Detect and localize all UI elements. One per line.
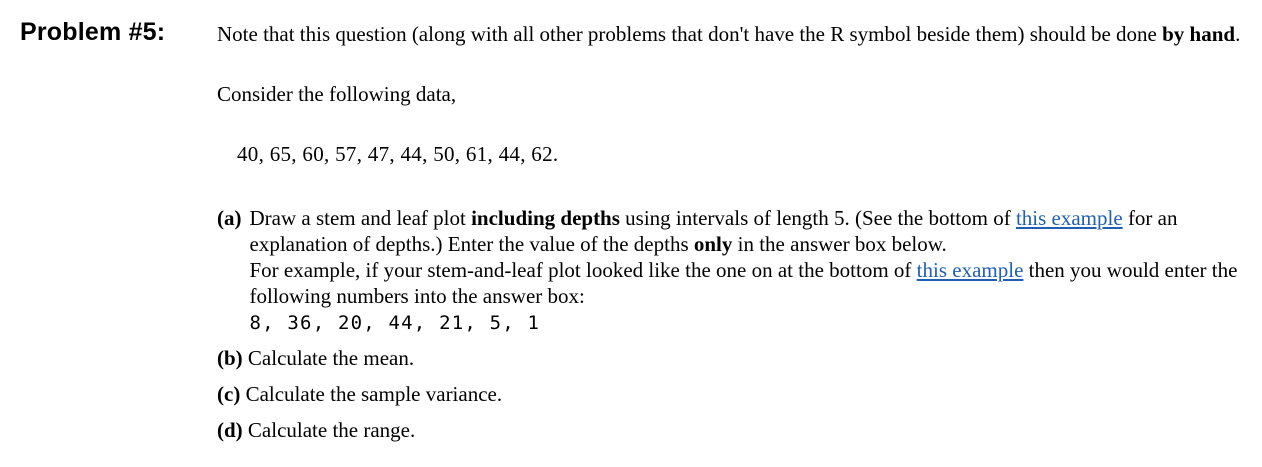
part-c-label: (c) <box>217 382 241 406</box>
part-a-text-3: for an explanation of depths.) Enter the value of the depths <box>249 206 1178 256</box>
part-d <box>217 417 1252 443</box>
consider-text: Consider the following data, <box>217 82 457 106</box>
part-d-label: (d) <box>217 418 243 442</box>
part-a-instructions <box>250 205 1253 257</box>
part-a-bold-1: including depths <box>471 206 620 230</box>
this-example-link-2[interactable]: this example <box>916 258 1024 282</box>
part-a-text-4: in the answer box below. <box>732 232 947 256</box>
this-example-link-1[interactable]: this example <box>1015 206 1123 230</box>
example-depth-numbers: 8, 36, 20, 44, 21, 5, 1 <box>249 312 541 334</box>
problem-content <box>217 21 1252 443</box>
part-a-text-1: Draw a stem and leaf plot <box>249 206 472 230</box>
part-d-text: Calculate the range. <box>247 418 416 442</box>
intro-period: . <box>1235 22 1241 46</box>
data-values: 40, 65, 60, 57, 47, 44, 50, 61, 44, 62. <box>237 142 559 166</box>
part-a-label: (a) <box>217 206 242 230</box>
intro-text: Note that this question (along with all other problems that don't have the R symbol beside them) should be done <box>217 22 1163 46</box>
part-b <box>217 345 1252 371</box>
part-a <box>217 205 1252 337</box>
part-a-text-2: using intervals of length 5. (See the bottom of <box>619 206 1016 230</box>
part-c-text: Calculate the sample variance. <box>245 382 503 406</box>
part-b-text: Calculate the mean. <box>247 346 415 370</box>
problem-number-heading: Problem #5: <box>20 18 166 46</box>
problem-intro <box>217 21 1252 47</box>
part-a-bold-2: only <box>693 232 733 256</box>
part-b-label: (b) <box>217 346 243 370</box>
intro-bold-text: by hand <box>1162 22 1236 46</box>
part-a-text-6: then you would enter the following numbers into the answer box: <box>249 258 1238 308</box>
part-a-text-5: For example, if your stem-and-leaf plot looked like the one on at the bottom of <box>249 258 917 282</box>
part-c <box>217 381 1252 407</box>
part-a-body <box>250 205 1253 337</box>
part-a-example-instructions <box>250 257 1253 309</box>
